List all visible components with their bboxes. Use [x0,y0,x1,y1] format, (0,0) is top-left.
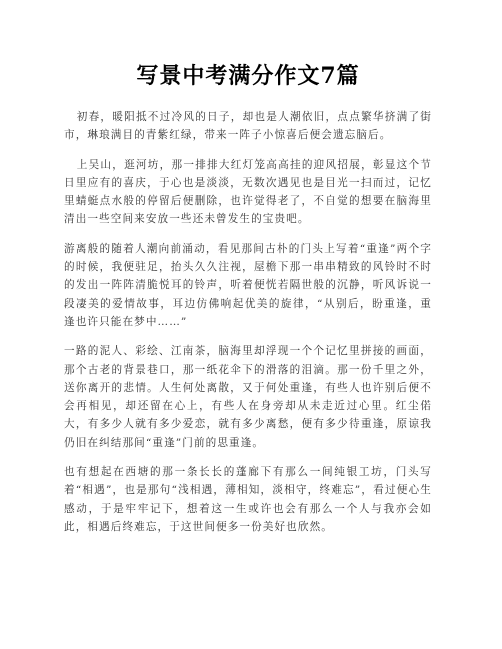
paragraph-2: 上吴山，逛河坊，那一排排大红灯笼高高挂的迎风招展，彰显这个节日里应有的喜庆，于心也是淡淡，无数次遇见也是目光一扫而过，记忆里蜻蜓点水般的停留后便删除，也许觉得老了，不自觉的想要在脑海里清出一些空间来安放一些还未曾发生的宝贵吧。 [64,158,432,226]
paragraph-1: 初春，暖阳抵不过冷风的日子，却也是人潮依旧，点点繁华挤满了街市，琳琅满目的青紫红绿，带来一阵子小惊喜后便会遗忘脑后。 [64,111,432,142]
document-title: 写景中考满分作文7篇 [136,63,360,89]
paragraph-4: 一路的泥人、彩绘、江南茶，脑海里却浮现一个个记忆里拼接的画面，那个古老的背景巷口，那一纸花伞下的滑落的泪滴。那一份千里之外，送你离开的悲情。人生何处离散，又于何处重逢，有些人也许别后便不会再相见，却还留在心上，有些人在身旁却从未走近过心里。红尘偌大，有多少人就有多少爱恋，就有多少离愁，便有多少待重逢，原谅我仍旧在纠结那间“重逢”门前的思重逢。 [64,345,432,449]
paragraph-5: 也有想起在西塘的那一条长长的蓬廊下有那么一间纯银工坊，门头写着“相遇”，也是那句“浅相遇，薄相知，淡相守，终难忘”，看过便心生感动，于是牢牢记下，想着这一生或许也会有那么一个人与我亦会如此，相遇后终难忘，于这世间便多一份美好也欣然。 [64,466,432,533]
paragraph-3: 游离般的随着人潮向前涌动，看见那间古朴的门头上写着“重逢”两个字的时候，我便驻足，抬头久久注视，屋檐下那一串串精致的风铃时不时的发出一阵阵清脆悦耳的铃声，听着便恍若隔世般的沉静，听风诉说一段凄美的爱情故事，耳边仿佛响起优美的旋律，“从别后，盼重逢，重逢也许只能在梦中……” [64,242,432,328]
